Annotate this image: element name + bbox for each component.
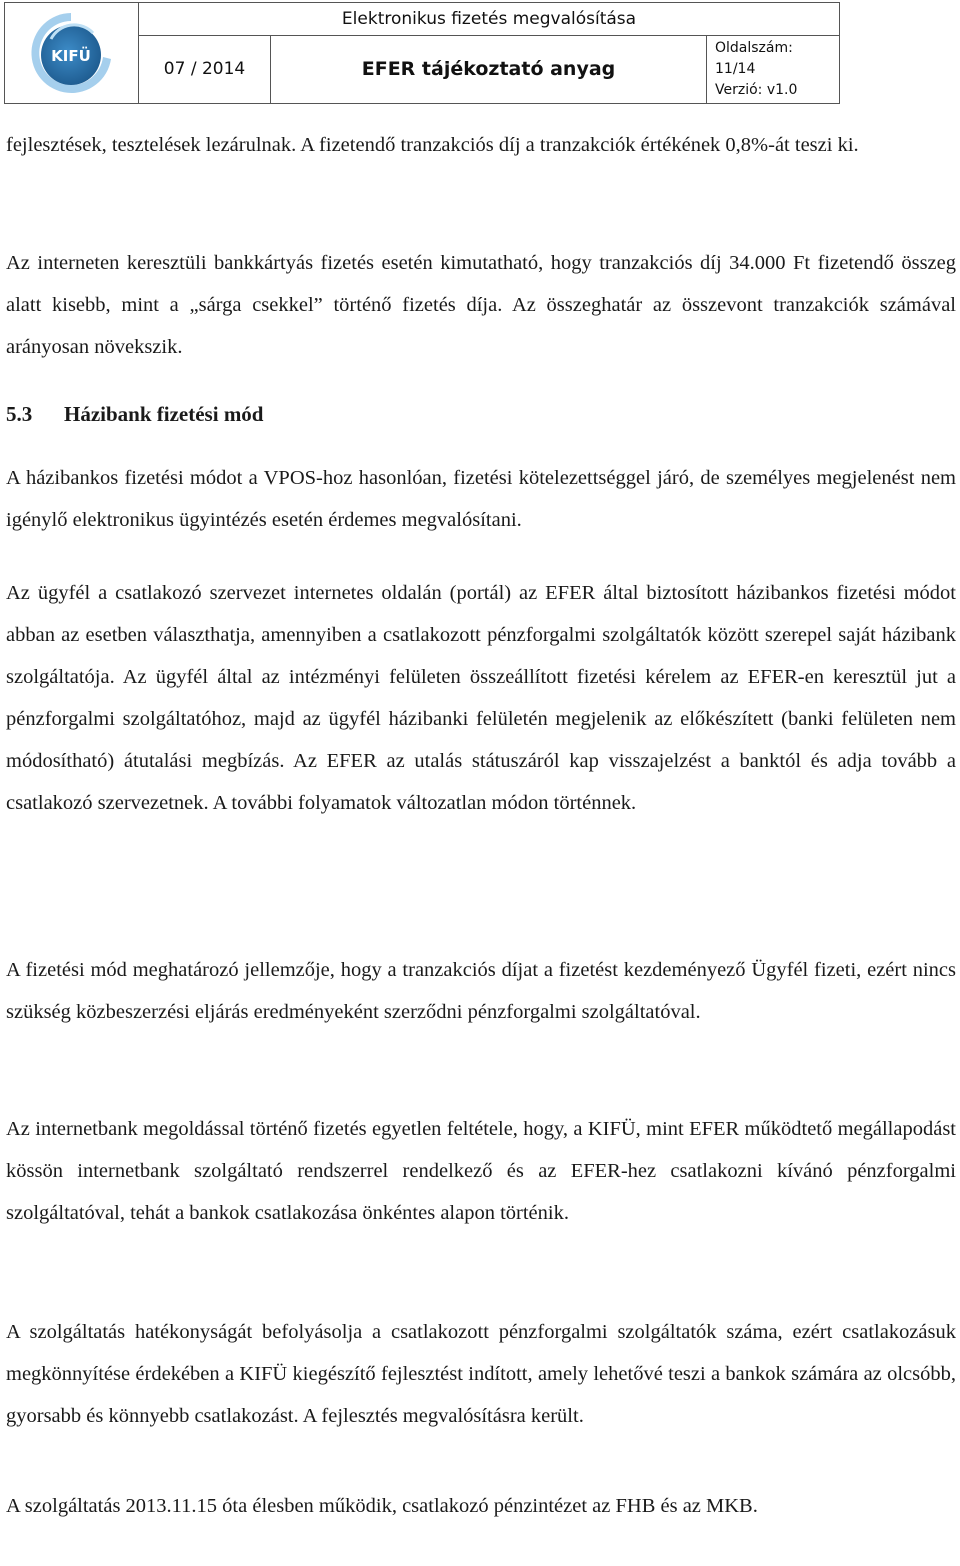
- paragraph-8: A szolgáltatás 2013.11.15 óta élesben működik, csatlakozó pénzintézet az FHB és az MKB.: [6, 1495, 758, 1517]
- paragraph-4: Az ügyfél a csatlakozó szervezet internetes oldalán (portál) az EFER által biztosított házibankos fizetési módot abban az esetben választhatja, amennyiben a csatlakozott pénzforgalmi szolgáltatók között szerepel saját házibank szolgáltatója. Az ügyfél által az intézményi felületen összeállított fizetési kérelem az EFER-en keresztül jut a pénzforgalmi szolgáltatóhoz, majd az ügyfél házibanki felületén megjelenik az előkészített (banki felületen nem módosítható) átutalási megbízás. Az EFER az utalás státuszáról kap visszajelzést a banktól és adja tovább a csatlakozó szervezetnek. A további folyamatok változatlan módon történnek.: [6, 582, 956, 814]
- svg-text:KIFÜ: KIFÜ: [51, 47, 91, 65]
- section-title: Házibank fizetési mód: [64, 402, 264, 426]
- section-heading: [6, 393, 264, 435]
- page-label: Oldalszám:: [715, 40, 793, 56]
- doc-subtitle: EFER tájékoztató anyag: [271, 36, 707, 103]
- paragraph-3: A házibankos fizetési módot a VPOS-hoz hasonlóan, fizetési kötelezettséggel járó, de személyes megjelenést nem igénylő elektronikus ügyintézés esetén érdemes megvalósítani.: [6, 467, 956, 531]
- paragraph-2: Az interneten keresztüli bankkártyás fizetés esetén kimutatható, hogy tranzakciós díj 34.000 Ft fizetendő összeg alatt kisebb, mint a „sárga csekkel” történő fizetés díja. Az összeghatár az összevont tranzakciók számával arányosan növekszik.: [6, 252, 956, 358]
- doc-date: 07 / 2014: [139, 36, 271, 103]
- section-number: 5.3: [6, 402, 33, 426]
- paragraph-5: A fizetési mód meghatározó jellemzője, hogy a tranzakciós díjat a fizetést kezdeményező Ügyfél fizeti, ezért nincs szükség közbeszerzési eljárás eredményeként szerződni pénzforgalmi szolgáltatóval.: [6, 959, 956, 1023]
- doc-title: Elektronikus fizetés megvalósítása: [139, 3, 839, 36]
- paragraph-1: fejlesztések, tesztelések lezárulnak. A fizetendő tranzakciós díj a tranzakciók értékének 0,8%-át teszi ki.: [6, 134, 859, 156]
- page-meta: [707, 36, 839, 103]
- logo-cell: [5, 3, 139, 103]
- kifu-logo: [23, 9, 119, 97]
- version-label: Verzió: v1.0: [715, 82, 798, 98]
- page-number: 11/14: [715, 61, 756, 77]
- document-header: [4, 2, 840, 104]
- paragraph-7: A szolgáltatás hatékonyságát befolyásolja a csatlakozott pénzforgalmi szolgáltatók száma, ezért csatlakozásuk megkönnyítése érdekében a KIFÜ kiegészítő fejlesztést indított, amely lehetővé teszi a bankok számára az olcsóbb, gyorsabb és könnyebb csatlakozást. A fejlesztés megvalósításra került.: [6, 1321, 956, 1427]
- paragraph-6: Az internetbank megoldással történő fizetés egyetlen feltétele, hogy, a KIFÜ, mint EFER működtető megállapodást kössön internetbank szolgáltató rendszerrel rendelkező és az EFER-hez csatlakozni kívánó pénzforgalmi szolgáltatóval, tehát a bankok csatlakozása önkéntes alapon történik.: [6, 1118, 956, 1224]
